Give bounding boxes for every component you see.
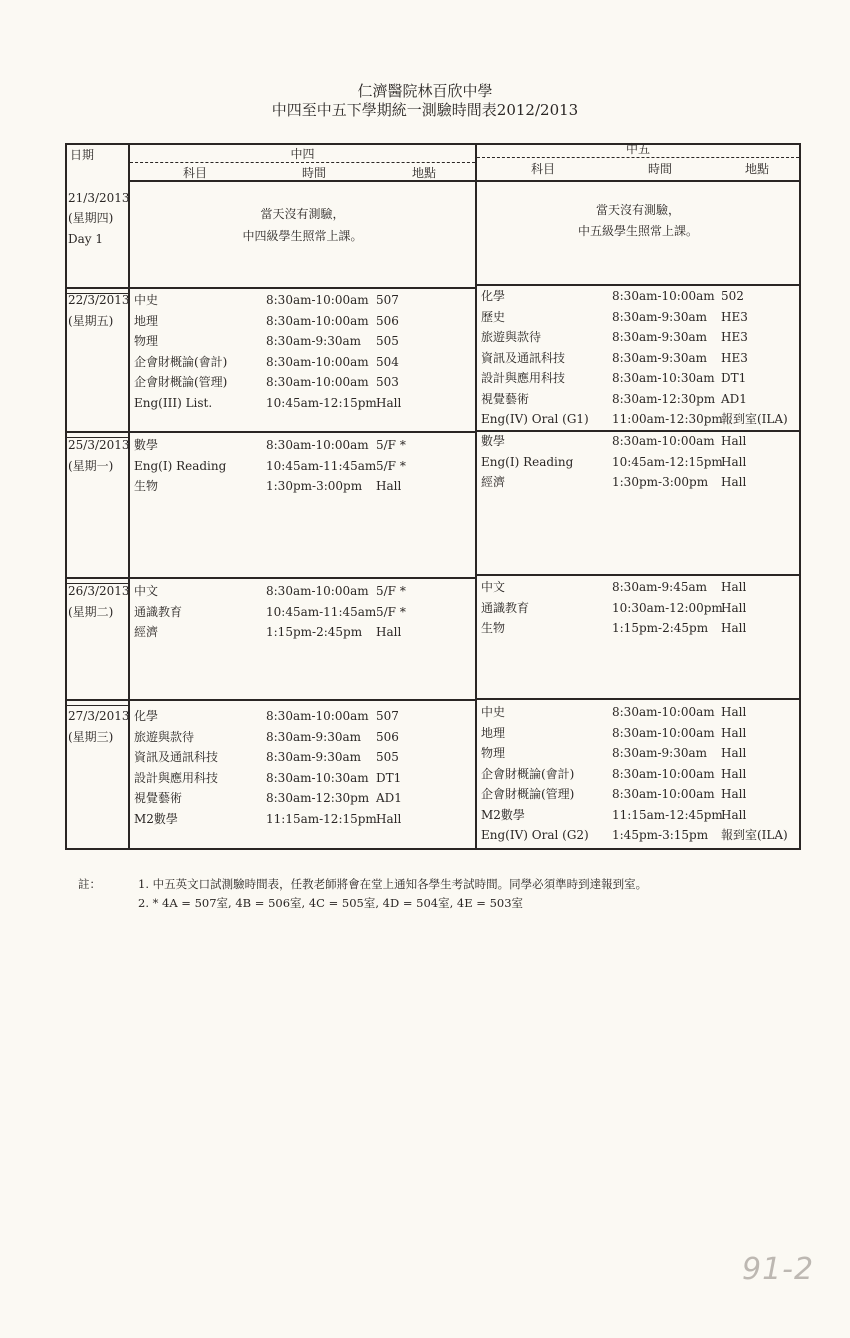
s5-subject: 資訊及通訊科技 (481, 350, 566, 365)
s5-venue: HE3 (721, 330, 748, 344)
s4-subject: 中史 (134, 293, 159, 307)
header-s5: 中五 (625, 142, 650, 156)
s4-venue: 506 (376, 313, 399, 328)
header-s4-subject: 科目 (183, 166, 208, 180)
s5-venue: 502 (721, 289, 744, 303)
s5-venue: Hall (721, 746, 747, 760)
s4-subject: 旅遊與款待 (134, 729, 195, 744)
s5-subject: 通識教育 (481, 600, 530, 615)
s4-time: 8:30am-10:00am (266, 354, 369, 369)
header-s4-time: 時間 (302, 166, 327, 180)
day1-date: 21/3/2013 (68, 191, 130, 205)
s4-venue: 504 (376, 354, 399, 369)
s5-subject: 數學 (481, 434, 506, 448)
s4-subject: 中文 (134, 584, 159, 598)
s5-time: 8:30am-10:00am (612, 434, 715, 448)
s4-time: 1:30pm-3:00pm (266, 479, 363, 493)
day-date: 26/3/2013 (68, 584, 130, 598)
s5-venue: Hall (721, 766, 747, 781)
s4-time: 8:30am-10:00am (266, 313, 369, 328)
row-separator-s5-1 (476, 430, 801, 432)
s4-time: 10:45am-11:45am (266, 458, 377, 473)
s5-venue: Hall (721, 454, 747, 469)
row-separator-s4-0 (65, 287, 476, 289)
s5-venue: Hall (721, 621, 747, 635)
s5-subject: Eng(I) Reading (481, 454, 574, 469)
s5-time: 1:15pm-2:45pm (612, 621, 709, 635)
s5-subject: 中文 (481, 580, 506, 594)
s5-time: 10:30am-12:00pm (612, 600, 723, 615)
s4-subject: 化學 (134, 709, 159, 723)
s4-venue: 507 (376, 293, 399, 307)
s5-time: 8:30am-10:00am (612, 725, 715, 740)
s5-venue: 報到室(ILA) (721, 828, 788, 842)
s4-time: 11:15am-12:15pm (266, 811, 377, 826)
s5-time: 8:30am-10:30am (612, 371, 715, 385)
s4-subject: M2數學 (134, 811, 178, 826)
header-s5-subject: 科目 (531, 162, 556, 176)
day-date: 27/3/2013 (68, 709, 130, 723)
s5-subject: 經濟 (481, 475, 506, 489)
table-left-border (65, 143, 67, 850)
day1-s5-notice-line1: 當天沒有測驗， (595, 203, 680, 217)
s5-time: 1:30pm-3:00pm (612, 475, 709, 489)
header-date: 日期 (70, 148, 95, 162)
s5-time: 8:30am-10:00am (612, 289, 715, 303)
date-column-divider (128, 143, 130, 850)
s4-venue: 507 (376, 709, 399, 723)
s5-venue: 報到室(ILA) (721, 412, 788, 426)
header-dash-s4 (130, 162, 475, 163)
s4-subject: Eng(I) Reading (134, 458, 227, 473)
s4-venue: DT1 (376, 770, 402, 785)
header-s4: 中四 (290, 147, 315, 161)
s5-subject: 設計與應用科技 (481, 371, 566, 385)
s4-subject: 生物 (134, 479, 159, 493)
s4-venue: 5/F * (376, 584, 406, 598)
day-weekday: (星期三) (68, 730, 114, 744)
s5-subject: 物理 (481, 746, 506, 760)
s4-subject: 數學 (134, 438, 159, 452)
row-separator-s5-0 (476, 284, 801, 286)
s5-venue: Hall (721, 787, 747, 801)
s5-time: 8:30am-9:30am (612, 330, 708, 344)
s4-subject: 資訊及通訊科技 (134, 750, 219, 764)
s5-venue: Hall (721, 705, 747, 719)
s4-venue: 5/F * (376, 438, 406, 452)
row-separator-s4-3 (65, 699, 476, 701)
s4-time: 8:30am-9:30am (266, 729, 362, 744)
day-date: 25/3/2013 (68, 438, 130, 452)
s5-subject: 歷史 (481, 309, 506, 324)
s4-time: 8:30am-9:30am (266, 750, 362, 764)
s4-time: 8:30am-10:00am (266, 438, 369, 452)
day-weekday: (星期五) (68, 314, 114, 328)
s4-venue: Hall (376, 395, 402, 410)
s5-subject: 中史 (481, 705, 506, 719)
day1-s4-notice-line1: 當天沒有測驗， (260, 207, 345, 221)
s4-subject: 視覺藝術 (134, 791, 183, 805)
s5-venue: AD1 (721, 391, 747, 406)
day1-weekday: (星期四) (68, 211, 114, 225)
s4-venue: AD1 (376, 791, 402, 805)
s4-time: 10:45am-11:45am (266, 604, 377, 619)
s4-venue: 5/F * (376, 458, 406, 473)
header-bottom-line (130, 180, 800, 182)
row-separator-s5-3 (476, 698, 801, 700)
s4-time: 8:30am-10:00am (266, 709, 369, 723)
s5-subject: 企會財概論(會計) (481, 766, 575, 781)
s4-time: 8:30am-10:00am (266, 293, 369, 307)
school-name: 仁濟醫院林百欣中學 (357, 82, 493, 100)
s4-venue: Hall (376, 625, 402, 639)
s5-time: 8:30am-10:00am (612, 787, 715, 801)
row-separator-s4-2 (65, 577, 476, 579)
day1-day: Day 1 (68, 232, 104, 246)
s5-subject: 地理 (481, 725, 506, 740)
day1-s5-notice-line2: 中五級學生照常上課。 (577, 224, 698, 238)
note-1: 1. 中五英文口試測驗時間表，任教老師將會在堂上通知各學生考試時間。同學必須準時到達報到室。 (138, 877, 648, 891)
s4-subject: 通識教育 (134, 604, 183, 619)
s5-venue: Hall (721, 600, 747, 615)
row-separator-s5-2 (476, 574, 801, 576)
s5-subject: 化學 (481, 289, 506, 303)
day-weekday: (星期二) (68, 605, 114, 619)
s5-time: 10:45am-12:15pm (612, 454, 723, 469)
s4-venue: 5/F * (376, 604, 406, 619)
s5-time: 8:30am-9:30am (612, 350, 708, 365)
day-weekday: (星期一) (68, 459, 114, 473)
form-column-divider (475, 143, 477, 850)
s5-time: 11:00am-12:30pm (612, 412, 723, 426)
s5-subject: 企會財概論(管理) (481, 787, 575, 801)
s4-venue: 505 (376, 750, 399, 764)
s5-time: 8:30am-9:30am (612, 309, 708, 324)
s5-time: 11:15am-12:45pm (612, 807, 723, 822)
s5-venue: Hall (721, 475, 747, 489)
s5-venue: Hall (721, 580, 747, 594)
handwritten-page-mark: 91-2 (742, 1252, 815, 1287)
note-2: 2. * 4A = 507室, 4B = 506室, 4C = 505室, 4D = 504室, 4E = 503室 (138, 896, 524, 910)
s4-venue: Hall (376, 479, 402, 493)
s4-venue: 506 (376, 729, 399, 744)
s5-time: 8:30am-10:00am (612, 705, 715, 719)
s5-time: 8:30am-12:30pm (612, 391, 716, 406)
notes-label: 註： (78, 877, 101, 891)
s4-venue: 503 (376, 375, 399, 389)
document-title: 中四至中五下學期統一測驗時間表2012/2013 (271, 101, 579, 119)
s5-subject: 旅遊與款待 (481, 330, 542, 344)
s4-venue: 505 (376, 334, 399, 348)
s4-time: 1:15pm-2:45pm (266, 625, 363, 639)
header-s5-venue: 地點 (745, 162, 770, 176)
s4-time: 8:30am-10:00am (266, 584, 369, 598)
s5-venue: Hall (721, 807, 747, 822)
s4-subject: 企會財概論(管理) (134, 375, 228, 389)
table-right-border (799, 143, 801, 850)
s5-time: 8:30am-9:45am (612, 580, 708, 594)
s5-venue: HE3 (721, 309, 748, 324)
s5-subject: Eng(IV) Oral (G2) (481, 828, 589, 842)
s5-time: 1:45pm-3:15pm (612, 828, 709, 842)
s5-subject: 視覺藝術 (481, 391, 530, 406)
header-dash-s5 (477, 157, 799, 158)
s5-time: 8:30am-9:30am (612, 746, 708, 760)
s4-time: 8:30am-10:30am (266, 770, 369, 785)
s4-time: 8:30am-12:30pm (266, 791, 370, 805)
s5-subject: 生物 (481, 621, 506, 635)
row-separator-date-3 (65, 705, 130, 706)
s4-subject: 企會財概論(會計) (134, 354, 228, 369)
s4-subject: 經濟 (134, 625, 159, 639)
s4-time: 8:30am-10:00am (266, 375, 369, 389)
s5-subject: M2數學 (481, 807, 525, 822)
s5-time: 8:30am-10:00am (612, 766, 715, 781)
s5-venue: Hall (721, 725, 747, 740)
s4-subject: 設計與應用科技 (134, 770, 219, 785)
row-separator-s4-1 (65, 431, 476, 433)
header-s5-time: 時間 (648, 162, 673, 176)
s4-time: 10:45am-12:15pm (266, 395, 377, 410)
day-date: 22/3/2013 (68, 293, 130, 307)
day1-s4-notice-line2: 中四級學生照常上課。 (242, 229, 363, 243)
s5-venue: Hall (721, 434, 747, 448)
s4-subject: 物理 (134, 334, 159, 348)
header-s4-venue: 地點 (412, 166, 437, 180)
s4-time: 8:30am-9:30am (266, 334, 362, 348)
s4-subject: 地理 (134, 313, 159, 328)
s4-subject: Eng(III) List. (134, 395, 213, 410)
table-bottom-border (65, 848, 801, 850)
s5-subject: Eng(IV) Oral (G1) (481, 412, 589, 426)
s4-venue: Hall (376, 811, 402, 826)
s5-venue: HE3 (721, 350, 748, 365)
s5-venue: DT1 (721, 371, 747, 385)
